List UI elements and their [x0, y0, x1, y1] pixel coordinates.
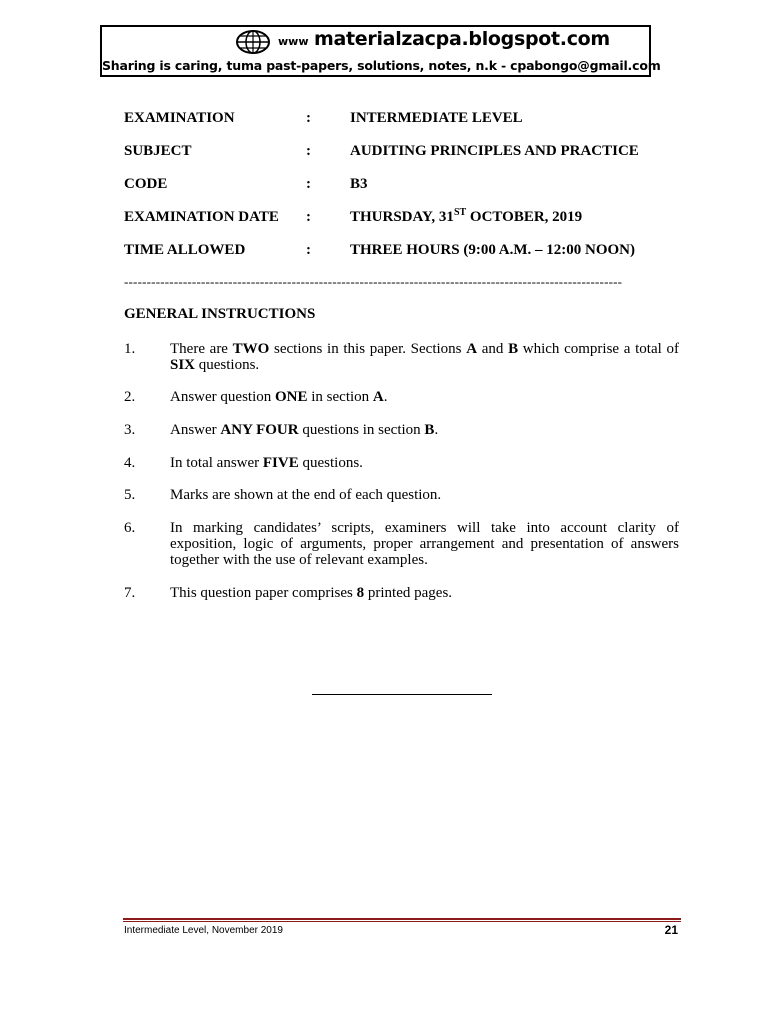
date-key: EXAMINATION DATE	[124, 209, 279, 225]
exam-value: INTERMEDIATE LEVEL	[350, 110, 523, 126]
banner-tagline: Sharing is caring, tuma past-papers, solutions, notes, n.k - cpabongo@gmail.com	[102, 58, 661, 73]
colon: :	[306, 110, 311, 126]
code-key: CODE	[124, 176, 168, 192]
code-value: B3	[350, 176, 368, 192]
exam-key: EXAMINATION	[124, 110, 235, 126]
time-value: THREE HOURS (9:00 A.M. – 12:00 NOON)	[350, 242, 635, 258]
end-separator	[312, 694, 492, 695]
globe-icon	[235, 30, 271, 54]
instruction-item: 7. This question paper comprises 8 printed pages.	[124, 585, 453, 601]
general-instructions-title: GENERAL INSTRUCTIONS	[124, 306, 316, 322]
colon: :	[306, 143, 311, 159]
page-number: 21	[664, 923, 678, 937]
colon: :	[306, 242, 311, 258]
site-link[interactable]: materialzacpa.blogspot.com	[314, 28, 610, 50]
instruction-item: 3. Answer ANY FOUR questions in section B.	[124, 422, 439, 438]
date-value: THURSDAY, 31ST OCTOBER, 2019	[350, 207, 583, 225]
colon: :	[306, 209, 311, 225]
www-label: www	[278, 35, 309, 48]
instruction-item: 2. Answer question ONE in section A.	[124, 389, 388, 405]
instruction-item: 4. In total answer FIVE questions.	[124, 455, 363, 471]
subject-key: SUBJECT	[124, 143, 192, 159]
footer-text: Intermediate Level, November 2019	[124, 925, 283, 936]
subject-value: AUDITING PRINCIPLES AND PRACTICE	[350, 143, 639, 159]
dashed-divider: --------------------------------------------------------------------------------------------------------------	[124, 274, 623, 289]
time-key: TIME ALLOWED	[124, 242, 246, 258]
colon: :	[306, 176, 311, 192]
instruction-item: 5. Marks are shown at the end of each question.	[124, 487, 442, 503]
footer-rule	[123, 918, 681, 920]
footer-rule-thin	[123, 921, 681, 922]
instruction-item: 1. There are TWO sections in this paper. Sections A and B which comprise a total of SIX questions.	[124, 341, 679, 373]
header-banner	[100, 25, 661, 77]
instruction-item: 6. In marking candidates’ scripts, examiners will take into account clarity of exposition, logic of arguments, proper arrangement and presentation of answers together with the use of relevant examples.	[124, 520, 679, 568]
